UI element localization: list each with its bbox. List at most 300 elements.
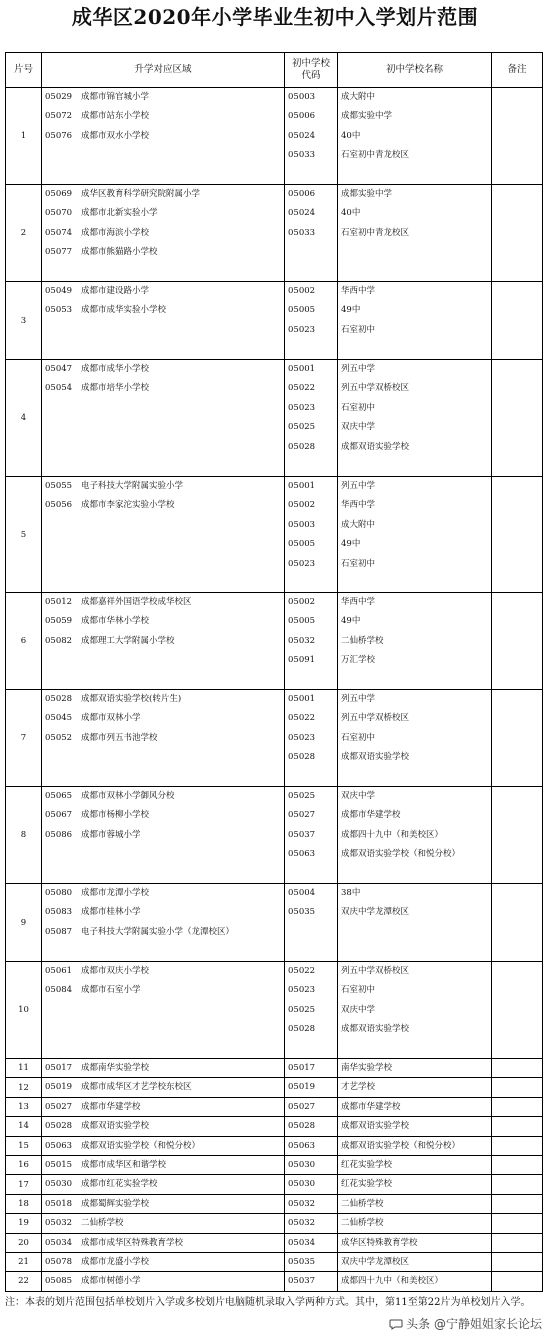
middle-school-name: 二仙桥学校 (341, 1218, 384, 1229)
middle-school-name: 万汇学校 (341, 655, 376, 666)
watermark-text: 头条 @宁静姐姐家长论坛 (406, 1317, 542, 1331)
zone-number: 19 (6, 1214, 42, 1232)
primary-school-name: 成都双语实验学校(转片生) (81, 694, 182, 704)
zone-number: 18 (6, 1195, 42, 1213)
primary-school-name: 成都市树德小学 (81, 1276, 141, 1287)
middle-codes-cell (285, 787, 338, 883)
primary-school-entry (42, 1078, 285, 1096)
primary-school-entry (42, 1059, 285, 1077)
primary-school-code: 05072 (45, 111, 73, 122)
middle-school-code: 05022 (288, 966, 316, 976)
middle-school-code: 05032 (288, 635, 316, 646)
middle-codes-cell (285, 1195, 338, 1213)
primary-school-name: 成都市成华小学校 (81, 364, 150, 374)
remarks-cell (492, 1078, 542, 1096)
middle-codes-cell (285, 477, 338, 592)
zone-number: 13 (6, 1098, 42, 1116)
middle-school-code: 05028 (288, 441, 316, 452)
primary-school-code: 05018 (45, 1198, 73, 1209)
middle-names-cell (338, 593, 492, 689)
primary-school-name: 成都市成华实验小学校 (81, 305, 167, 316)
primary-school-line (42, 1195, 284, 1213)
middle-school-code: 05002 (288, 597, 316, 607)
primary-school-code: 05027 (45, 1101, 73, 1112)
remarks-cell (492, 1272, 542, 1290)
zone-number: 5 (6, 477, 42, 592)
middle-school-name: 南华实验学校 (341, 1063, 393, 1073)
remarks-cell (492, 962, 542, 1058)
primary-school-code: 05083 (45, 907, 73, 918)
primary-school-name: 成都双语实验学校 (81, 1121, 150, 1132)
middle-school-name: 49中 (341, 305, 361, 316)
primary-school-name: 成都市成华区才艺学校东校区 (81, 1082, 192, 1093)
chat-bubble-icon (389, 1317, 403, 1331)
header-middle-code: 初中学校 代码 (285, 53, 338, 87)
primary-school-entry (42, 1098, 285, 1116)
primary-school-line (42, 1059, 284, 1077)
zone-row (5, 282, 543, 360)
primary-school-name: 成都市成华区和谐学校 (81, 1159, 167, 1170)
middle-names-cell (338, 477, 492, 592)
primary-school-code: 05032 (45, 1218, 73, 1229)
middle-codes-cell (285, 185, 338, 281)
single-zone-row (5, 1078, 543, 1097)
zone-number: 1 (6, 88, 42, 184)
middle-names-cell (338, 1195, 492, 1213)
primary-school-code: 05012 (45, 597, 73, 607)
middle-school-name: 石室初中 (341, 558, 376, 569)
middle-codes-cell (285, 282, 338, 359)
zone-row (5, 962, 543, 1059)
primary-school-code: 05028 (45, 694, 73, 704)
primary-school-entry (42, 1253, 285, 1271)
primary-school-name: 电子科技大学附属实验小学（龙潭校区） (81, 926, 235, 937)
primary-school-code: 05080 (45, 888, 73, 898)
primary-school-code: 05017 (45, 1063, 73, 1073)
remarks-cell (492, 787, 542, 883)
middle-school-name: 二仙桥学校 (341, 635, 384, 646)
single-zone-row (5, 1175, 543, 1194)
primary-school-name: 成都市熊猫路小学校 (81, 247, 158, 258)
primary-schools-cell (42, 593, 285, 689)
middle-school-code: 05025 (288, 1004, 316, 1015)
primary-school-code: 05059 (45, 616, 73, 627)
primary-school-code: 05078 (45, 1256, 73, 1267)
primary-school-entry (42, 690, 284, 709)
zone-number: 3 (6, 282, 42, 359)
middle-names-cell (338, 1272, 492, 1290)
remarks-cell (492, 690, 542, 786)
remarks-cell (492, 360, 542, 476)
middle-school-name: 双庆中学龙潭校区 (341, 907, 410, 918)
middle-names-cell (338, 1078, 492, 1096)
middle-school-name: 才艺学校 (341, 1082, 376, 1093)
middle-names-cell (338, 185, 492, 281)
middle-school-code: 05022 (288, 713, 316, 724)
middle-codes-cell (285, 1234, 338, 1252)
remarks-cell (492, 593, 542, 689)
middle-school-name: 列五中学 (341, 694, 376, 704)
middle-school-name: 石室初中 (341, 402, 376, 413)
primary-school-entry (42, 1175, 285, 1193)
zone-row (5, 477, 543, 593)
primary-school-entry (42, 981, 284, 1000)
middle-codes-cell (285, 884, 338, 961)
middle-school-code: 05032 (288, 1198, 316, 1209)
middle-school-code: 05002 (288, 286, 316, 296)
primary-school-entry (42, 729, 284, 748)
middle-codes-cell (285, 1253, 338, 1271)
middle-school-code: 05003 (288, 519, 316, 530)
primary-school-entry (42, 1156, 285, 1174)
remarks-cell (492, 1253, 542, 1271)
middle-names-cell (338, 1214, 492, 1232)
primary-school-line (42, 1078, 284, 1096)
middle-school-name: 列五中学双桥校区 (341, 383, 410, 394)
middle-school-code: 05035 (288, 1256, 316, 1267)
primary-school-entry (42, 301, 284, 320)
primary-school-code: 05049 (45, 286, 73, 296)
middle-school-code: 05001 (288, 481, 316, 491)
middle-codes-cell (285, 1137, 338, 1155)
primary-school-code: 05069 (45, 189, 73, 199)
primary-school-name: 成都市北新实验小学 (81, 208, 158, 219)
primary-school-name: 成都市龙盛小学校 (81, 1256, 150, 1267)
remarks-cell (492, 185, 542, 281)
middle-school-code: 05023 (288, 558, 316, 569)
primary-school-entry (42, 243, 284, 262)
middle-school-name: 成都市华建学校 (341, 1101, 401, 1112)
middle-names-cell (338, 1117, 492, 1135)
middle-school-code: 05004 (288, 888, 316, 898)
primary-school-name: 成都南华实验学校 (81, 1063, 150, 1073)
primary-school-entry (42, 477, 284, 496)
primary-school-entry (42, 612, 284, 631)
primary-school-entry (42, 884, 284, 903)
middle-names-cell (338, 690, 492, 786)
middle-school-code: 05019 (288, 1082, 316, 1093)
middle-school-code: 05030 (288, 1179, 316, 1190)
middle-school-code: 05033 (288, 227, 316, 238)
primary-school-code: 05067 (45, 810, 73, 821)
middle-names-cell (338, 1156, 492, 1174)
primary-school-line (42, 1156, 284, 1174)
primary-school-entry (42, 709, 284, 728)
middle-codes-cell (285, 962, 338, 1058)
primary-school-name: 成都市双林小学 (81, 713, 141, 724)
primary-school-name: 成都嘉祥外国语学校成华校区 (81, 597, 192, 607)
middle-school-code: 05023 (288, 732, 316, 743)
zone-number: 6 (6, 593, 42, 689)
header-zone-number: 片号 (6, 53, 42, 87)
primary-school-entry (42, 360, 284, 379)
primary-school-name: 电子科技大学附属实验小学 (81, 481, 184, 491)
primary-school-entry (42, 826, 284, 845)
zone-number: 14 (6, 1117, 42, 1135)
remarks-cell (492, 1137, 542, 1155)
middle-school-name: 二仙桥学校 (341, 1198, 384, 1209)
single-zone-row (5, 1214, 543, 1233)
zone-number: 11 (6, 1059, 42, 1077)
single-zone-row (5, 1195, 543, 1214)
primary-school-name: 成都市杨柳小学校 (81, 810, 150, 821)
primary-school-line (42, 1175, 284, 1193)
primary-schools-cell (42, 690, 285, 786)
primary-school-name: 成都市双林小学御风分校 (81, 791, 175, 801)
remarks-cell (492, 1156, 542, 1174)
middle-names-cell (338, 884, 492, 961)
middle-school-code: 05025 (288, 422, 316, 433)
middle-school-code: 05063 (288, 849, 316, 860)
primary-school-name: 成都市双庆小学校 (81, 966, 150, 976)
primary-school-code: 05074 (45, 227, 73, 238)
single-zone-row (5, 1234, 543, 1253)
primary-school-name: 成都蜀辉实验学校 (81, 1198, 150, 1209)
middle-school-name: 成大附中 (341, 519, 376, 530)
single-zone-row (5, 1059, 543, 1078)
primary-school-code: 05054 (45, 383, 73, 394)
single-zone-row (5, 1156, 543, 1175)
primary-school-name: 成华区教育科学研究院附属小学 (81, 189, 201, 199)
middle-school-name: 成都双语实验学校 (341, 1024, 410, 1035)
zone-number: 17 (6, 1175, 42, 1193)
middle-school-name: 华西中学 (341, 500, 376, 511)
primary-school-entry (42, 1117, 285, 1135)
middle-school-name: 双庆中学 (341, 422, 376, 433)
middle-codes-cell (285, 1156, 338, 1174)
footnote: 注：本表的划片范围包括单校划片入学或多校划片电脑随机录取入学两种方式。其中，第11至第22片为单校划片入学。 (5, 1297, 531, 1308)
primary-school-name: 成都市双水小学校 (81, 130, 150, 141)
primary-school-line (42, 1214, 284, 1232)
primary-school-code: 05015 (45, 1159, 73, 1170)
middle-names-cell (338, 1059, 492, 1077)
zone-number: 12 (6, 1078, 42, 1096)
primary-school-name: 成都市培华小学校 (81, 383, 150, 394)
header-middle-name: 初中学校名称 (338, 53, 492, 87)
remarks-cell (492, 884, 542, 961)
middle-school-code: 05037 (288, 829, 316, 840)
middle-school-name: 石室初中 (341, 324, 376, 335)
zone-number: 9 (6, 884, 42, 961)
middle-school-name: 石室初中 (341, 732, 376, 743)
primary-school-entry (42, 1272, 285, 1290)
middle-codes-cell (285, 360, 338, 476)
remarks-cell (492, 88, 542, 184)
primary-school-entry (42, 204, 284, 223)
primary-school-entry (42, 632, 284, 651)
primary-school-entry (42, 1137, 285, 1155)
primary-school-code: 05070 (45, 208, 73, 219)
middle-school-name: 成大附中 (341, 92, 376, 102)
zone-number: 22 (6, 1272, 42, 1290)
middle-codes-cell (285, 593, 338, 689)
primary-school-entry (42, 1195, 285, 1213)
primary-school-name: 成都双语实验学校（和悦分校） (81, 1140, 201, 1151)
primary-school-code: 05055 (45, 481, 73, 491)
primary-school-code: 05053 (45, 305, 73, 316)
primary-school-entry (42, 903, 284, 922)
middle-school-code: 05005 (288, 539, 316, 550)
zone-row (5, 185, 543, 282)
middle-school-name: 石室初中青龙校区 (341, 150, 410, 161)
zone-number: 2 (6, 185, 42, 281)
primary-schools-cell (42, 88, 285, 184)
primary-school-line (42, 1272, 284, 1290)
middle-school-name: 成都四十九中（和美校区） (341, 1276, 444, 1287)
zone-number: 10 (6, 962, 42, 1058)
primary-school-code: 05028 (45, 1121, 73, 1132)
primary-school-code: 05065 (45, 791, 73, 801)
middle-codes-cell (285, 1214, 338, 1232)
zone-row (5, 593, 543, 690)
remarks-cell (492, 1098, 542, 1116)
zone-row (5, 787, 543, 884)
primary-school-name: 成都市建设路小学 (81, 286, 150, 296)
middle-school-code: 05006 (288, 189, 316, 199)
remarks-cell (492, 1175, 542, 1193)
primary-school-entry (42, 185, 284, 204)
middle-school-name: 成都双语实验学校 (341, 752, 410, 763)
middle-school-code: 05025 (288, 791, 316, 801)
middle-codes-cell (285, 1078, 338, 1096)
primary-schools-cell (42, 477, 285, 592)
primary-school-code: 05045 (45, 713, 73, 724)
zone-row (5, 884, 543, 962)
remarks-cell (492, 1234, 542, 1252)
primary-school-entry (42, 379, 284, 398)
middle-school-name: 49中 (341, 539, 361, 550)
primary-school-entry (42, 923, 284, 942)
primary-school-code: 05084 (45, 985, 73, 996)
table-header-row (5, 52, 543, 88)
middle-school-code: 05005 (288, 616, 316, 627)
primary-school-entry (42, 107, 284, 126)
primary-school-name: 成都市站东小学校 (81, 111, 150, 122)
primary-school-name: 成都市龙潭小学校 (81, 888, 150, 898)
middle-codes-cell (285, 1098, 338, 1116)
middle-names-cell (338, 1234, 492, 1252)
middle-school-name: 成都双语实验学校（和悦分校） (341, 1140, 461, 1151)
middle-school-name: 石室初中 (341, 985, 376, 996)
primary-school-entry (42, 1234, 285, 1252)
primary-school-line (42, 1117, 284, 1135)
primary-school-entry (42, 127, 284, 146)
middle-school-code: 05003 (288, 92, 316, 102)
primary-schools-cell (42, 962, 285, 1058)
middle-school-name: 红花实验学校 (341, 1159, 393, 1170)
remarks-cell (492, 1117, 542, 1135)
primary-school-line (42, 1098, 284, 1116)
primary-schools-cell (42, 360, 285, 476)
primary-school-name: 二仙桥学校 (81, 1218, 124, 1229)
zone-number: 20 (6, 1234, 42, 1252)
primary-school-line (42, 1253, 284, 1271)
middle-school-name: 成都实验中学 (341, 111, 393, 122)
primary-school-code: 05085 (45, 1276, 73, 1287)
primary-school-code: 05082 (45, 635, 73, 646)
primary-school-code: 05052 (45, 732, 73, 743)
middle-school-code: 05001 (288, 694, 316, 704)
middle-school-name: 成都双语实验学校 (341, 1121, 410, 1132)
middle-school-code: 05023 (288, 324, 316, 335)
middle-school-code: 05023 (288, 402, 316, 413)
middle-school-code: 05002 (288, 500, 316, 511)
middle-school-code: 05091 (288, 655, 316, 666)
primary-school-name: 成都市海滨小学校 (81, 227, 150, 238)
middle-school-code: 05035 (288, 907, 316, 918)
single-zone-row (5, 1117, 543, 1136)
middle-school-code: 05037 (288, 1276, 316, 1287)
single-zone-row (5, 1253, 543, 1272)
zone-number: 8 (6, 787, 42, 883)
middle-school-name: 红花实验学校 (341, 1179, 393, 1190)
remarks-cell (492, 1195, 542, 1213)
middle-codes-cell (285, 88, 338, 184)
header-remarks: 备注 (507, 64, 527, 75)
middle-school-code: 05028 (288, 1024, 316, 1035)
primary-school-entry (42, 1214, 285, 1232)
middle-school-code: 05027 (288, 1101, 316, 1112)
primary-school-code: 05061 (45, 966, 73, 976)
middle-school-name: 列五中学双桥校区 (341, 966, 410, 976)
primary-school-code: 05077 (45, 247, 73, 258)
middle-names-cell (338, 282, 492, 359)
remarks-cell (492, 1214, 542, 1232)
middle-school-code: 05005 (288, 305, 316, 316)
primary-schools-cell (42, 282, 285, 359)
middle-school-code: 05027 (288, 810, 316, 821)
primary-school-name: 成都市红花实验学校 (81, 1179, 158, 1190)
primary-school-code: 05034 (45, 1237, 73, 1248)
primary-school-name: 成都市蓉城小学 (81, 829, 141, 840)
middle-school-name: 49中 (341, 616, 361, 627)
middle-names-cell (338, 360, 492, 476)
primary-school-entry (42, 806, 284, 825)
middle-school-name: 40中 (341, 208, 361, 219)
zone-number: 7 (6, 690, 42, 786)
middle-names-cell (338, 1098, 492, 1116)
middle-school-code: 05022 (288, 383, 316, 394)
middle-codes-cell (285, 1059, 338, 1077)
primary-school-code: 05076 (45, 130, 73, 141)
middle-school-code: 05024 (288, 208, 316, 219)
middle-school-name: 双庆中学 (341, 1004, 376, 1015)
primary-school-name: 成都市桂林小学 (81, 907, 141, 918)
remarks-cell (492, 1059, 542, 1077)
primary-school-entry (42, 88, 284, 107)
middle-names-cell (338, 1175, 492, 1193)
page-title: 成华区2020年小学毕业生初中入学划片范围 (71, 5, 479, 29)
zone-number: 15 (6, 1137, 42, 1155)
middle-school-code: 05028 (288, 752, 316, 763)
middle-school-name: 成都市华建学校 (341, 810, 401, 821)
primary-school-entry (42, 282, 284, 301)
middle-school-name: 双庆中学龙潭校区 (341, 1256, 410, 1267)
middle-school-code: 05023 (288, 985, 316, 996)
primary-school-name: 成都市华建学校 (81, 1101, 141, 1112)
primary-school-code: 05019 (45, 1082, 73, 1093)
middle-codes-cell (285, 690, 338, 786)
middle-school-code: 05017 (288, 1063, 316, 1073)
zone-row (5, 360, 543, 477)
middle-names-cell (338, 787, 492, 883)
middle-school-name: 双庆中学 (341, 791, 376, 801)
primary-school-name: 成都理工大学附属小学校 (81, 635, 175, 646)
middle-school-name: 成华区特殊教育学校 (341, 1237, 418, 1248)
middle-school-code: 05024 (288, 130, 316, 141)
primary-school-name: 成都市锦官城小学 (81, 92, 150, 102)
single-zone-row (5, 1098, 543, 1117)
